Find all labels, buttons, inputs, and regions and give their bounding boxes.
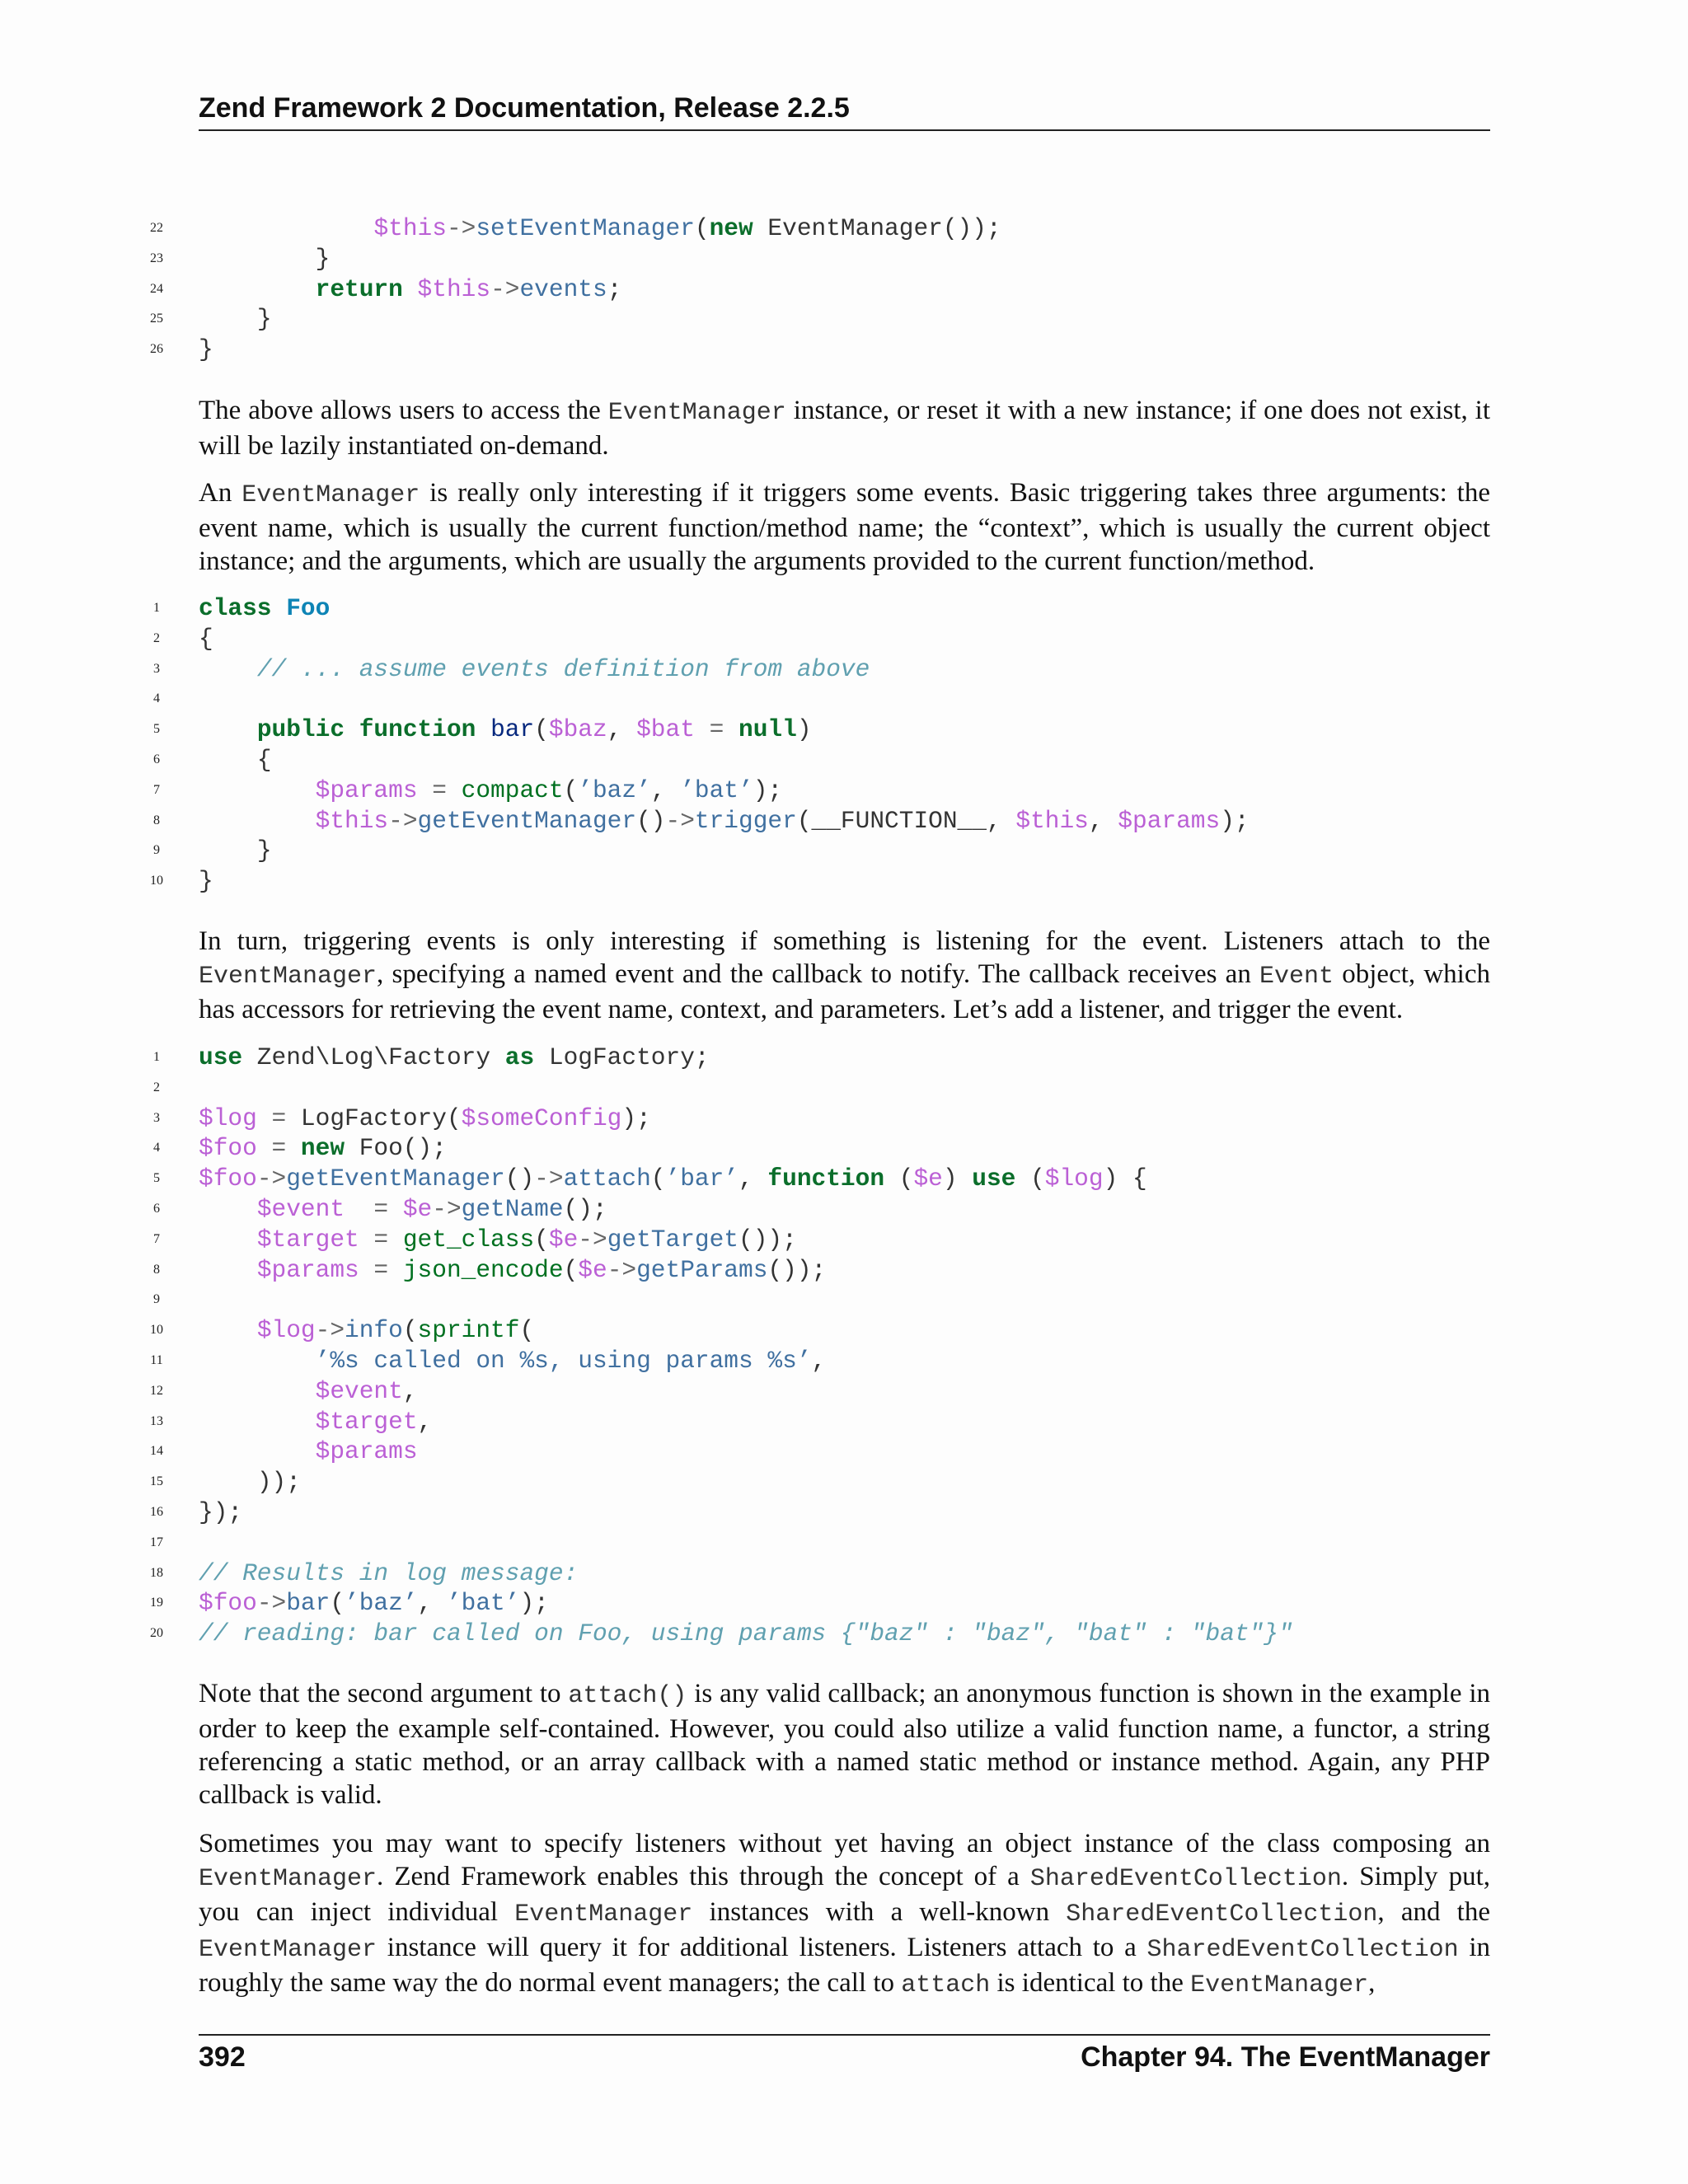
- code-line: [140, 1073, 1500, 1104]
- inline-code: EventManager: [199, 1865, 377, 1893]
- inline-code: Event: [1259, 963, 1334, 991]
- inline-code: EventManager: [607, 399, 786, 427]
- line-number: 6: [153, 752, 160, 766]
- code-line: 25 }: [140, 304, 1500, 335]
- code-line: 3 $log = LogFactory($someConfig);: [140, 1104, 1500, 1134]
- line-number: 9: [153, 843, 160, 858]
- line-number: 26: [150, 342, 163, 357]
- code-line: 16 });: [140, 1497, 1500, 1528]
- line-number: 1: [153, 601, 160, 615]
- line-number: 7: [153, 1231, 160, 1246]
- line-number: 3: [153, 1110, 160, 1125]
- line-number: 20: [150, 1626, 163, 1641]
- code-line: 1 use Zend\Log\Factory as LogFactory;: [140, 1043, 1500, 1073]
- inline-code: EventManager: [514, 1900, 693, 1929]
- code-line: 11 ’%s called on %s, using params %s’,: [140, 1346, 1500, 1376]
- code-line: 18 // Results in log message:: [140, 1558, 1500, 1589]
- code-block-1: [140, 213, 1500, 365]
- code-line: 5 public function bar($baz, $bat = null): [140, 715, 1500, 745]
- code-line: 1 class Foo: [140, 593, 1500, 624]
- line-number: 5: [153, 1171, 160, 1186]
- paragraph: An EventManager is really only interesting if it triggers some events. Basic triggering takes three arguments: the event name, which is usually the current function/method name; the “context”, which is usually the current object instance; and the arguments, which are usually the arguments provided to the current function/method.: [199, 478, 1490, 576]
- line-number: 2: [153, 1080, 160, 1094]
- code-line: 10 }: [140, 866, 1500, 897]
- code-line: 5 $foo->getEventManager()->attach(’bar’, function ($e) use ($log) {: [140, 1164, 1500, 1194]
- line-number: 6: [153, 1201, 160, 1216]
- chapter-title: Chapter 94. The EventManager: [1081, 2041, 1490, 2073]
- line-number: 18: [150, 1565, 163, 1580]
- inline-code: EventManager: [1190, 1971, 1369, 1999]
- paragraph: Sometimes you may want to specify listeners without yet having an object instance of the class composing an EventManager. Zend Framework enables this through the concept of a SharedEventCollection. Simply put, you can inject individual EventManager instances with a well-known SharedEventCollection, and the EventManager instance will query it for additional listeners. Listeners attach to a SharedEventCollection in roughly the same way the do normal event managers; the call to attach is identical to the EventManager,: [199, 1829, 1491, 1999]
- inline-code: SharedEventCollection: [1066, 1900, 1378, 1929]
- line-number: 10: [150, 874, 163, 888]
- line-number: 10: [150, 1323, 163, 1338]
- inline-code: EventManager: [199, 1936, 377, 1964]
- code-line: 3 // ... assume events definition from above: [140, 654, 1500, 685]
- code-line: 9 }: [140, 836, 1500, 866]
- code-block-3: [140, 1043, 1500, 1649]
- paragraph: The above allows users to access the EventManager instance, or reset it with a new instance; if one does not exist, it will be lazily instantiated on-demand.: [199, 396, 1491, 461]
- line-number: 13: [150, 1413, 163, 1428]
- code-line: 15 ));: [140, 1467, 1500, 1497]
- code-line: 14 $params: [140, 1436, 1500, 1467]
- code-line: 26 }: [140, 335, 1500, 365]
- line-number: 8: [153, 1262, 160, 1277]
- inline-code: SharedEventCollection: [1146, 1936, 1459, 1964]
- line-number: 22: [150, 221, 163, 235]
- inline-code: attach: [901, 1971, 991, 1999]
- code-line: 24 return $this->events;: [140, 274, 1500, 305]
- line-number: 19: [150, 1596, 163, 1610]
- inline-code: EventManager: [199, 963, 377, 991]
- running-header-title: Zend Framework 2 Documentation, Release 2.2.5: [199, 92, 850, 124]
- header-rule: [199, 129, 1490, 131]
- line-number: 11: [150, 1352, 163, 1367]
- code-line: 8 $this->getEventManager()->trigger(__FUNCTION__, $this, $params);: [140, 806, 1500, 837]
- code-line: 2 {: [140, 624, 1500, 654]
- line-number: 15: [150, 1474, 163, 1489]
- code-line: 22 $this->setEventManager(new EventManager());: [140, 213, 1500, 244]
- code-line: 23 }: [140, 244, 1500, 274]
- code-line: [140, 1528, 1500, 1558]
- line-number: 4: [153, 1141, 160, 1155]
- code-line: 19 $foo->bar(’baz’, ’bat’);: [140, 1588, 1500, 1619]
- code-line: 7 $target = get_class($e->getTarget());: [140, 1225, 1500, 1255]
- inline-code: attach(): [568, 1682, 687, 1710]
- line-number: 24: [150, 281, 163, 296]
- code-line: 4 $foo = new Foo();: [140, 1133, 1500, 1164]
- code-line: 6 $event = $e->getName();: [140, 1194, 1500, 1225]
- line-number: 25: [150, 312, 163, 326]
- line-number: 12: [150, 1383, 163, 1398]
- page-number: 392: [199, 2041, 246, 2073]
- line-number: 5: [153, 722, 160, 737]
- paragraph: Note that the second argument to attach() is any valid callback; an anonymous function is shown in the example in order to keep the example self-contained. However, you could also utilize a valid function name, a functor, a string referencing a static method, or an array callback with a named static method or instance method. Again, any PHP callback is valid.: [199, 1679, 1490, 1810]
- code-block-2: [140, 593, 1500, 897]
- line-number: 17: [150, 1535, 163, 1549]
- inline-code: EventManager: [241, 481, 420, 509]
- line-number: 23: [150, 251, 163, 265]
- line-number: 16: [150, 1504, 163, 1519]
- code-line: 13 $target,: [140, 1407, 1500, 1437]
- code-line: [140, 1285, 1500, 1315]
- code-line: 6 {: [140, 745, 1500, 776]
- line-number: 3: [153, 661, 160, 676]
- line-number: 8: [153, 813, 160, 827]
- code-line: 8 $params = json_encode($e->getParams());: [140, 1255, 1500, 1286]
- line-number: 2: [153, 630, 160, 645]
- line-number: 1: [153, 1050, 160, 1064]
- line-number: 9: [153, 1292, 160, 1307]
- line-number: 4: [153, 691, 160, 706]
- code-line: 20 // reading: bar called on Foo, using params {"baz" : "baz", "bat" : "bat"}": [140, 1619, 1500, 1649]
- footer-rule: [199, 2034, 1490, 2036]
- inline-code: SharedEventCollection: [1029, 1865, 1342, 1893]
- code-line: 7 $params = compact(’baz’, ’bat’);: [140, 776, 1500, 806]
- code-line: 12 $event,: [140, 1376, 1500, 1407]
- code-line: [140, 684, 1500, 715]
- paragraph: In turn, triggering events is only interesting if something is listening for the event. Listeners attach to the EventManager, specifying a named event and the callback to notify. The callback receives an Event object, which has accessors for retrieving the event name, context, and parameters. Let’s add a listener, and trigger the event.: [199, 926, 1490, 1024]
- line-number: 14: [150, 1444, 163, 1459]
- line-number: 7: [153, 782, 160, 797]
- code-line: 10 $log->info(sprintf(: [140, 1315, 1500, 1346]
